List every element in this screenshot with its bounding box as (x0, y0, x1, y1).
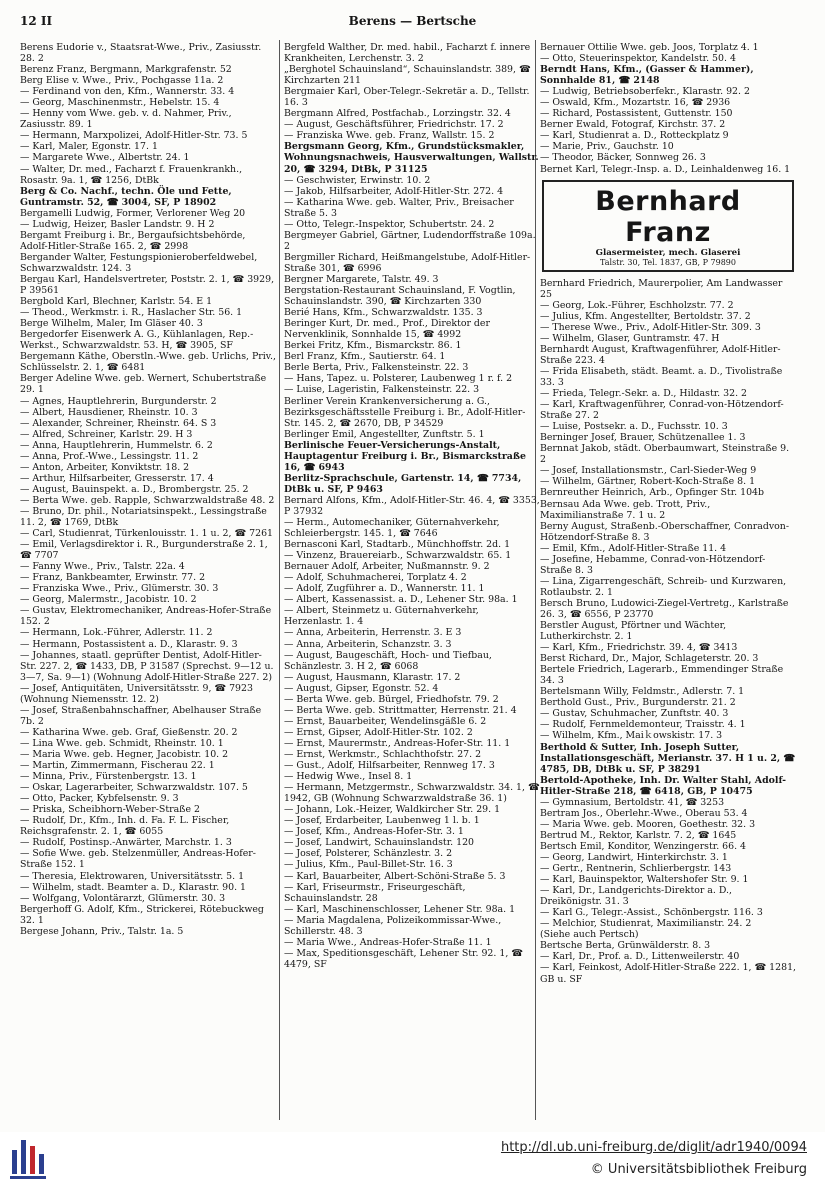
directory-entry: — Johannes, staatl. geprüfter Dentist, Adolf-Hitler-Str. 227. 2, ☎ 1433, DB, P 31587 (Sprechst. 9—12 u. 3—7, Sa. 9—1) (Wohnung Adolf-Hitler-Straße 227. 2) (20, 649, 274, 683)
directory-entry: — Lina, Zigarrengeschäft, Schreib- und Kurzwaren, Rotlaubstr. 2. 1 (540, 575, 787, 598)
directory-entry: Bergsmann Georg, Kfm., Grundstücksmakler, Wohnungsnachweis, Hausverwaltungen, Wallstr. 20, ☎ 3294, DtBk, P 31125 (284, 141, 539, 175)
column-divider (279, 40, 280, 1120)
directory-entry: — Josef, Straßenbahnschaffner, Abelhauser Straße 7b. 2 (20, 704, 262, 727)
advertiser-trade: Glasermeister, mech. Glaserei (595, 247, 741, 258)
directory-entry: Berger Adeline Wwe. geb. Wernert, Schubertstraße 29. 1 (20, 373, 267, 396)
directory-entry: — Ernst, Maurermstr., Andreas-Hofer-Str. 11. 1 (284, 737, 511, 749)
directory-entry: Berliner Verein Krankenversicherung a. G., Bezirksgeschäftsstelle Freiburg i. Br., Adolf-Hitler-Str. 145. 2, ☎ 2670, DB, P 34529 (284, 395, 526, 429)
directory-entry: — Priska, Scheibhorn-Weber-Straße 2 (20, 804, 200, 816)
directory-entry: — Melchior, Studienrat, Maximilianstr. 24. 2 (540, 918, 752, 930)
directory-entry: Bergbold Karl, Blechner, Karlstr. 54. E 1 (20, 296, 213, 308)
directory-entry: Berninger Josef, Brauer, Schützenallee 1. 3 (540, 432, 746, 444)
directory-entry: — Josef, Antiquitäten, Universitätsstr. 9, ☎ 7923 (Wohnung Niemensstr. 12. 2) (20, 682, 253, 705)
directory-entry: Berge Wilhelm, Maler, Im Gläser 40. 3 (20, 318, 203, 330)
viewer-footer (0, 1132, 825, 1186)
directory-entry: Bergner Margarete, Talstr. 49. 3 (284, 273, 439, 285)
directory-entry: „Berghotel Schauinsland“, Schauinslandstr. 389, ☎ Kirchzarten 211 (284, 64, 531, 87)
directory-entry: — Richard, Postassistent, Guttenstr. 150 (540, 108, 733, 120)
directory-entry: — Theod., Werkmstr. i. R., Haslacher Str. 56. 1 (20, 307, 243, 319)
directory-entry: — Agnes, Hauptlehrerin, Burgunderstr. 2 (20, 395, 217, 407)
directory-entry: — Rudolf, Postinsp.-Anwärter, Marchstr. 1. 3 (20, 837, 232, 849)
directory-entry: — Karl, Maler, Egonstr. 17. 1 (20, 141, 158, 153)
directory-entry: — Ernst, Bauarbeiter, Wendelinsgäßle 6. 2 (284, 715, 487, 727)
directory-entry: — Frieda, Telegr.-Sekr. a. D., Hildastr. 32. 2 (540, 388, 747, 400)
directory-entry: — Julius, Kfm. Angestellter, Bertoldstr. 37. 2 (540, 310, 751, 322)
directory-entry: — Martin, Zimmermann, Fischerau 22. 1 (20, 760, 215, 772)
directory-entry: (Siehe auch Pertsch) (540, 929, 639, 941)
source-link[interactable]: http://dl.ub.uni-freiburg.de/diglit/adr1940/0094 (500, 1140, 807, 1155)
directory-entry: Berg & Co. Nachf., techn. Öle und Fette, Guntramstr. 52, ☎ 3004, SF, P 18902 (20, 185, 232, 208)
directory-column-3 (540, 42, 796, 1122)
directory-entry: — Hermann, Marxpolizei, Adolf-Hitler-Str. 73. 5 (20, 130, 248, 142)
directory-entry: — Alfred, Schreiner, Karlstr. 29. H 3 (20, 428, 193, 440)
directory-entry: — Frida Elisabeth, städt. Beamt. a. D., Tivolistraße 33. 3 (540, 365, 783, 388)
directory-entry: — Wilhelm, stadt. Beamter a. D., Klarastr. 90. 1 (20, 881, 247, 893)
page-header (20, 14, 805, 34)
directory-entry: — Franz, Bankbeamter, Erwinstr. 77. 2 (20, 572, 206, 584)
directory-entry: — Alexander, Schreiner, Rheinstr. 64. S 3 (20, 417, 217, 429)
page-title: Berens — Bertsche (348, 14, 477, 28)
directory-entry: Bertsch Emil, Konditor, Wenzingerstr. 66. 4 (540, 840, 747, 852)
directory-entry: — Julius, Kfm., Paul-Billet-Str. 16. 3 (284, 859, 453, 871)
directory-entry: — Josef, Landwirt, Schauinslandstr. 120 (284, 837, 474, 849)
directory-entry: — Albert, Hausdiener, Rheinstr. 10. 3 (20, 406, 198, 418)
directory-entry: — Adolf, Zugführer a. D., Wannerstr. 11. 1 (284, 583, 485, 595)
directory-entry: Berstler August, Pförtner und Wächter, Lutherkirchstr. 2. 1 (540, 620, 727, 643)
directory-entry: Bertelsmann Willy, Feldmstr., Adlerstr. 7. 1 (540, 686, 745, 698)
directory-entry: — Karl, Studienrat a. D., Rotteckplatz 9 (540, 130, 729, 142)
directory-entry: — Anna, Prof.-Wwe., Lessingstr. 11. 2 (20, 450, 199, 462)
directory-entry: — Carl, Studienrat, Türkenlouisstr. 1. 1 u. 2, ☎ 7261 (20, 528, 273, 540)
directory-entry: Bertold-Apotheke, Inh. Dr. Walter Stahl, Adolf-Hitler-Straße 218, ☎ 6418, GB, P 10475 (540, 774, 787, 797)
directory-entry: — Franziska Wwe. geb. Franz, Wallstr. 15. 2 (284, 130, 495, 142)
directory-entry: — Berta Wwe. geb. Strittmatter, Herrenstr. 21. 4 (284, 704, 517, 716)
directory-entry: — Josef, Kfm., Andreas-Hofer-Str. 3. 1 (284, 826, 464, 838)
directory-entry: — Berta Wwe. geb. Bürgel, Friedhofstr. 79. 2 (284, 693, 499, 705)
directory-entry: — Maria Wwe. geb. Hegner, Jacobistr. 10. 2 (20, 749, 229, 760)
directory-entry: — Maria Wwe. geb. Mooren, Goethestr. 32. 3 (540, 818, 756, 830)
directory-entry: — Georg, Landwirt, Hinterkirchstr. 3. 1 (540, 852, 728, 863)
directory-entry: Berl Franz, Kfm., Sautierstr. 64. 1 (284, 351, 446, 363)
directory-entry: — Oskar, Lagerarbeiter, Schwarzwaldstr. 107. 5 (20, 782, 248, 794)
directory-column-1 (20, 42, 276, 1122)
directory-entry: Berkei Fritz, Kfm., Bismarckstr. 86. 1 (284, 340, 462, 352)
directory-entry: — Georg, Malermstr., Jacobistr. 10. 2 (20, 594, 197, 606)
directory-entry: Berg Elise v. Wwe., Priv., Pochgasse 11a. 2 (20, 75, 224, 87)
directory-entry: — Bruno, Dr. phil., Notariatsinspekt., Lessingstraße 11. 2, ☎ 1769, DtBk (20, 505, 267, 529)
directory-entry: Berié Hans, Kfm., Schwarzwaldstr. 135. 3 (284, 307, 483, 319)
directory-entry: — Maria Wwe., Andreas-Hofer-Straße 11. 1 (284, 936, 492, 948)
directory-entry: Bernsau Ada Wwe. geb. Trott, Priv., Maximilianstraße 7. 1 u. 2 (540, 498, 711, 521)
directory-entry: Bergmeyer Gabriel, Gärtner, Ludendorffstraße 109a. 2 (284, 229, 536, 252)
university-logo-icon (10, 1136, 50, 1182)
directory-entry: — Rudolf, Fernmeldemonteur, Traisstr. 4. 1 (540, 719, 746, 731)
directory-entry: — Marie, Priv., Gauchstr. 10 (540, 141, 674, 153)
directory-entry: — Karl, Bauarbeiter, Albert-Schöni-Straße 5. 3 (284, 870, 506, 882)
directory-entry: — Henny vom Wwe. geb. v. d. Nahmer, Priv., Zasiusstr. 89. 1 (20, 108, 232, 131)
directory-entry: — Geschwister, Erwinstr. 10. 2 (284, 174, 431, 186)
directory-entry: — Karl, Dr., Prof. a. D., Littenweilerstr. 40 (540, 951, 740, 963)
directory-entry: — Herm., Automechaniker, Güternahverkehr, Schleierbergstr. 145. 1, ☎ 7646 (284, 517, 500, 540)
directory-entry: — Anna, Arbeiterin, Herrenstr. 3. E 3 (284, 627, 462, 639)
directory-entry: — Karl, Kraftwagenführer, Conrad-von-Hötzendorf-Straße 27. 2 (540, 399, 784, 422)
directory-entry: — Josef, Installationsmstr., Carl-Sieder-Weg 9 (540, 465, 757, 477)
directory-entry: — Otto, Packer, Kybfelsenstr. 9. 3 (20, 793, 179, 805)
directory-entry: Beringer Kurt, Dr. med., Prof., Direktor der Nervenklinik, Sonnhalde 15, ☎ 4992 (284, 318, 490, 341)
directory-entry: Berens Eudorie v., Staatsrat-Wwe., Priv., Zasiusstr. 28. 2 (20, 42, 262, 65)
directory-entry: — Jakob, Hilfsarbeiter, Adolf-Hitler-Str. 272. 4 (284, 185, 504, 197)
directory-entry: — Theodor, Bäcker, Sonnweg 26. 3 (540, 152, 706, 164)
directory-entry: Bergese Johann, Priv., Talstr. 1a. 5 (20, 925, 184, 937)
directory-entry: — Karl, Maschinenschlosser, Lehener Str. 98a. 1 (284, 903, 516, 915)
directory-entry: — August, Hausmann, Klarastr. 17. 2 (284, 671, 461, 683)
directory-entry: Bertram Jos., Oberlehr.-Wwe., Oberau 53. 4 (540, 807, 748, 819)
directory-entry: — Arthur, Hilfsarbeiter, Gresserstr. 17. 4 (20, 472, 214, 484)
directory-entry: Bertsche Berta, Grünwälderstr. 8. 3 (540, 940, 711, 952)
directory-entry: Bergmaier Karl, Ober-Telegr.-Sekretär a. D., Tellstr. 16. 3 (284, 86, 530, 109)
directory-entry: Berner Ewald, Fotograf, Kirchstr. 37. 2 (540, 119, 726, 131)
copyright-notice: © Universitätsbibliothek Freiburg (590, 1162, 807, 1177)
directory-entry: Bernnat Jakob, städt. Oberbaumwart, Steinstraße 9. 2 (540, 443, 790, 466)
directory-entry: Bergau Karl, Handelsvertreter, Poststr. 2. 1, ☎ 3929, P 39561 (20, 273, 275, 297)
directory-entry: Berlinger Emil, Angestellter, Zunftstr. 5. 1 (284, 428, 485, 440)
directory-entry: — Anna, Arbeiterin, Schanzstr. 3. 3 (284, 638, 452, 650)
directory-entry: Berthold & Sutter, Inh. Joseph Sutter, Installationsgeschäft, Merianstr. 37. H 1 u. 2, ☎ 4785, DB, DtBk u. SF, P 38291 (540, 741, 796, 775)
advertiser-contact: Talstr. 30, Tel. 1837, GB, P 79890 (600, 257, 736, 267)
directory-entry: — Hermann, Metzgermstr., Schwarzwaldstr. 34. 1, ☎ 1942, GB (Wohnung Schwarzwaldstraße 36. 1) (284, 782, 540, 805)
directory-entry: Bernasconi Karl, Stadtarb., Münchhoffstr. 2d. 1 (284, 539, 511, 551)
directory-entry: — Franziska Wwe., Priv., Glümerstr. 30. 3 (20, 583, 219, 595)
directory-entry: Berndt Hans, Kfm., (Gasser & Hammer), Sonnhalde 81, ☎ 2148 (540, 64, 754, 87)
directory-entry: Bergfeld Walther, Dr. med. habil., Facharzt f. innere Krankheiten, Lerchenstr. 3. 2 (284, 42, 531, 65)
directory-column-2 (284, 42, 540, 1122)
directory-entry: — Margarete Wwe., Albertstr. 24. 1 (20, 152, 190, 164)
directory-entry: Berlitz-Sprachschule, Gartenstr. 14, ☎ 7734, DtBk u. SF, P 9463 (284, 472, 522, 495)
directory-entry: — Rudolf, Dr., Kfm., Inh. d. Fa. F. L. Fischer, Reichsgrafenstr. 2. 1, ☎ 6055 (20, 815, 230, 838)
directory-entry: — Georg, Maschinenmstr., Hebelstr. 15. 4 (20, 97, 220, 109)
directory-entry: Bernauer Adolf, Arbeiter, Nußmannstr. 9. 2 (284, 561, 490, 573)
directory-entry: — Hedwig Wwe., Insel 8. 1 (284, 771, 413, 783)
advertiser-name: Bernhard Franz (595, 185, 741, 248)
directory-entry: Bergamelli Ludwig, Former, Verlorener Weg 20 (20, 207, 246, 219)
directory-entry: — Georg, Lok.-Führer, Eschholzstr. 77. 2 (540, 299, 734, 311)
directory-entry: — Katharina Wwe. geb. Graf, Gießenstr. 20. 2 (20, 726, 238, 738)
directory-entry: — Gertr., Rentnerin, Schlierbergstr. 143 (540, 863, 732, 875)
directory-entry: Bertele Friedrich, Lagerarb., Emmendinger Straße 34. 3 (540, 664, 784, 687)
directory-entry: — Adolf, Schuhmacherei, Torplatz 4. 2 (284, 572, 467, 584)
directory-entry: — Otto, Telegr.-Inspektor, Schubertstr. 24. 2 (284, 218, 495, 230)
directory-entry: Bergerhoff G. Adolf, Kfm., Strickerei, Rötebuckweg 32. 1 (20, 903, 264, 926)
directory-entry: — Wilhelm, Kfm., Maiｋowskistr. 17. 3 (540, 730, 723, 742)
directory-entry: Bergmiller Richard, Heißmangelstube, Adolf-Hitler-Straße 301, ☎ 6996 (284, 251, 531, 274)
directory-entry: — Berta Wwe. geb. Rapple, Schwarzwaldstraße 48. 2 (20, 494, 275, 506)
directory-entry: Bernhard Friedrich, Maurerpolier, Am Landwasser 25 (540, 277, 783, 300)
directory-entry: — Gustav, Elektromechaniker, Andreas-Hofer-Straße 152. 2 (20, 605, 272, 628)
directory-entry: — Luise, Lageristin, Falkensteinstr. 22. 3 (284, 384, 480, 396)
directory-entry: — Theresia, Elektrowaren, Universitätsstr. 5. 1 (20, 870, 245, 882)
directory-entry: — Ernst, Gipser, Adolf-Hitler-Str. 102. 2 (284, 726, 473, 738)
directory-entry: Bergedorfer Eisenwerk A. G., Kühlanlagen, Rep.-Werkst., Schwarzwaldstr. 53. H, ☎ 3905, SF (20, 329, 254, 352)
directory-entry: — Lina Wwe. geb. Schmidt, Rheinstr. 10. 1 (20, 737, 224, 749)
directory-entry: — August, Gipser, Egonstr. 52. 4 (284, 682, 439, 694)
directory-entry: Bersch Bruno, Ludowici-Ziegel-Vertretg., Karlstraße 26. 3, ☎ 6556, P 23770 (540, 597, 789, 620)
directory-entry: — Oswald, Kfm., Mozartstr. 16, ☎ 2936 (540, 97, 731, 109)
directory-entry: — Anton, Arbeiter, Konviktstr. 18. 2 (20, 461, 190, 473)
directory-entry: Bernauer Ottilie Wwe. geb. Joos, Torplatz 4. 1 (540, 42, 759, 53)
directory-entry: — Ludwig, Heizer, Basler Landstr. 9. H 2 (20, 218, 215, 230)
directory-entry: — Wolfgang, Volontärarzt, Glümerstr. 30. 3 (20, 892, 226, 904)
directory-entry: Bergstation-Restaurant Schauinsland, F. Vogtlin, Schauinslandstr. 390, ☎ Kirchzarten 330 (284, 285, 516, 308)
directory-entry: — Otto, Steuerinspektor, Kandelstr. 50. 4 (540, 53, 736, 65)
directory-entry: — Ernst, Werkmstr., Schlachthofstr. 27. 2 (284, 749, 482, 760)
directory-entry: — Josef, Polsterer, Schänzlestr. 3. 2 (284, 848, 453, 860)
directory-entry: — Josefine, Hebamme, Conrad-von-Hötzendorf-Straße 8. 3 (540, 553, 766, 576)
directory-entry: — Maria Magdalena, Polizeikommissar-Wwe., Schillerstr. 48. 3 (284, 914, 502, 937)
directory-entry: — Hermann, Lok.-Führer, Adlerstr. 11. 2 (20, 627, 213, 639)
directory-entry: — Sofie Wwe. geb. Stelzenmüller, Andreas-Hofer-Straße 152. 1 (20, 848, 256, 871)
directory-entry: Bergemann Käthe, Oberstln.-Wwe. geb. Urlichs, Priv., Schlüsselstr. 2. 1, ☎ 6481 (20, 351, 276, 374)
directory-entry: — August, Bauinspekt. a. D., Brombergstr. 25. 2 (20, 483, 249, 495)
directory-entry: Berst Richard, Dr., Major, Schlageterstr. 20. 3 (540, 653, 759, 665)
directory-entry: — Emil, Kfm., Adolf-Hitler-Straße 11. 4 (540, 542, 727, 554)
directory-entry: — Karl G., Telegr.-Assist., Schönbergstr. 116. 3 (540, 907, 763, 919)
directory-entry: — Gustav, Schuhmacher, Zunftstr. 40. 3 (540, 708, 729, 720)
directory-entry: Bergamt Freiburg i. Br., Bergaufsichtsbehörde, Adolf-Hitler-Straße 165. 2, ☎ 2998 (20, 229, 246, 252)
directory-entry: — Therese Wwe., Priv., Adolf-Hitler-Str. 309. 3 (540, 321, 761, 333)
directory-entry: — Ferdinand von den, Kfm., Wannerstr. 33. 4 (20, 86, 235, 98)
directory-entry: — Johann, Lok.-Heizer, Waldkircher Str. 29. 1 (284, 804, 501, 816)
directory-entry: Bergmann Alfred, Postfachab., Lorzingstr. 32. 4 (284, 108, 511, 120)
directory-entry: — Karl, Kfm., Friedrichstr. 39. 4, ☎ 3413 (540, 642, 738, 654)
directory-entry: — Gymnasium, Bertoldstr. 41, ☎ 3253 (540, 796, 725, 808)
directory-entry: — Karl, Friseurmstr., Friseurgeschäft, Schauinslandstr. 28 (284, 881, 466, 904)
directory-entry: — August, Baugeschäft, Hoch- und Tiefbau, Schänzlestr. 3. H 2, ☎ 6068 (284, 649, 492, 672)
directory-entry: — Vinzenz, Brauereiarb., Schwarzwaldstr. 65. 1 (284, 550, 512, 562)
directory-entry: — Karl, Bauinspektor, Waltershofer Str. 9. 1 (540, 874, 749, 886)
directory-entry: Berthold Gust., Priv., Burgunderstr. 21. 2 (540, 697, 736, 709)
directory-entry: Bertrud M., Rektor, Karlstr. 7. 2, ☎ 1645 (540, 829, 737, 841)
directory-entry: — Albert, Kassenassist. a. D., Lehener Str. 98a. 1 (284, 594, 518, 606)
directory-entry: — Karl, Feinkost, Adolf-Hitler-Straße 222. 1, ☎ 1281, GB u. SF (540, 962, 796, 985)
directory-entry: Bergander Walter, Festungspionieroberfeldwebel, Schwarzwaldstr. 124. 3 (20, 251, 258, 274)
directory-entry: — Wilhelm, Glaser, Guntramstr. 47. H (540, 332, 720, 344)
directory-entry: Berny August, Straßenb.-Oberschaffner, Conradvon-Hötzendorf-Straße 8. 3 (540, 520, 790, 543)
directory-entry: — Josef, Erdarbeiter, Laubenweg 1 l. b. 1 (284, 815, 480, 827)
directory-entry: — Hans, Tapez. u. Polsterer, Laubenweg 1 r. f. 2 (284, 373, 513, 385)
directory-entry: — Luise, Postsekr. a. D., Fuchsstr. 10. 3 (540, 421, 728, 433)
directory-entry: — Max, Speditionsgeschäft, Lehener Str. 92. 1, ☎ 4479, SF (284, 947, 523, 970)
directory-entry: — Albert, Steinmetz u. Güternahverkehr, Herzenlastr. 1. 4 (284, 605, 479, 628)
advertisement-box (542, 180, 794, 272)
directory-entry: — Minna, Priv., Fürstenbergstr. 13. 1 (20, 771, 197, 783)
directory-entry: — Karl, Dr., Landgerichts-Direktor a. D., Dreikönigstr. 31. 3 (540, 885, 733, 908)
directory-entry: Berlinische Feuer-Versicherungs-Anstalt, Hauptagentur Freiburg i. Br., Bismarckstraße 16, ☎ 6943 (284, 439, 526, 473)
directory-entry: Berle Berta, Priv., Falkensteinstr. 22. 3 (284, 362, 469, 374)
directory-entry: Berenz Franz, Bergmann, Markgrafenstr. 52 (20, 64, 232, 76)
page-number: 12 II (20, 14, 53, 28)
directory-entry: Bernard Alfons, Kfm., Adolf-Hitler-Str. 46. 4, ☎ 3353, P 37932 (284, 494, 540, 517)
directory-entry: — Walter, Dr. med., Facharzt f. Frauenkrankh., Rosastr. 9a. 1, ☎ 1256, DtBk (20, 163, 243, 186)
directory-entry: — Wilhelm, Gärtner, Robert-Koch-Straße 8. 1 (540, 476, 756, 488)
directory-entry: Bernhardt August, Kraftwagenführer, Adolf-Hitler-Straße 223. 4 (540, 343, 781, 366)
directory-entry: — Fanny Wwe., Priv., Talstr. 22a. 4 (20, 561, 185, 573)
directory-entry: — Ludwig, Betriebsoberfekr., Klarastr. 92. 2 (540, 86, 750, 98)
directory-entry: — Anna, Hauptlehrerin, Hummelstr. 6. 2 (20, 439, 213, 451)
directory-entry: — August, Geschäftsführer, Friedrichstr. 17. 2 (284, 119, 504, 131)
directory-entry: Bernreuther Heinrich, Arb., Opfinger Str. 104b (540, 487, 765, 499)
directory-entry: — Emil, Verlagsdirektor i. R., Burgunderstraße 2. 1, ☎ 7707 (20, 539, 268, 562)
directory-entry: — Gust., Adolf, Hilfsarbeiter, Rennweg 17. 3 (284, 760, 495, 772)
directory-entry: Bernet Karl, Telegr.-Insp. a. D., Leinhaldenweg 16. 1 (540, 163, 791, 175)
directory-entry: — Hermann, Postassistent a. D., Klarastr. 9. 3 (20, 638, 238, 650)
directory-entry: — Katharina Wwe. geb. Walter, Priv., Breisacher Straße 5. 3 (284, 196, 514, 219)
